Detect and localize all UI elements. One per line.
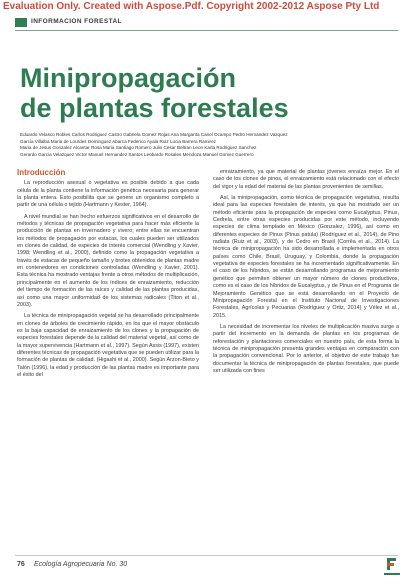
title-line-1: Minipropagación [20,63,236,93]
body-paragraph: La técnica de minipropagación vegetal se ha desarrollado principalmente en clones de árboles de crecimiento rápido, en los que el mayor obstáculo es la baja capacidad de enraizamiento de los clones y la propagación de especies forestales depende de la calidad del material vegetal, así como de la mayor supervivencia (Hartmann et al., 1997). Según Assis (1997), existen diferentes técnicas de propagación vegetativa que se pueden utilizar para la formación de plantas de calidad. (Higashi et al., 2000). Según Arzon-Bieto y Talón (1996), la edad y producción de las plantas madre es importante para el éxito del [17,313,199,378]
author-line: Maria de Jesus Gonzalez Alcantar Rosa Maria Santiago Romero Julio Cesar Beltran Leon Karla Rodriguez Sanchez [20,145,257,151]
author-line: Gerardo Garcia Velazquez Victor Manuel Hernandez Santos Leobardo Rosales Mendoza Manuel Gomez Guerrero [20,151,254,157]
body-paragraph: enraizamiento, ya que material de plantas jóvenes enraíza mejor. En el caso de los clones de pinos, el enraizamiento está relacionado con el efecto del vigor y la edad del material de las plantas provenientes de semillas. [213,169,399,190]
section-divider [15,30,398,31]
body-paragraph: A nivel mundial se han hecho esfuerzos significativos en el desarrollo de métodos y técnicas de propagación vegetativa para hacer más eficiente la producción de plantas en invernadero y vivero; entre ellas se encuentran los métodos de propagación por estacas, los cuales pueden ser utilizados en clones de calidad, de especies de interés comercial (Wendling y Xavier, 1998; Wendling et al., 2000), definido como la propagación vegetativa a través de estacas de pequeño tamaño y brotes obtenidos de plantas madre en contenedores en condiciones controladas (Wendling y Xavier, 2001). Esta técnica ha mostrado ventajas frente a otros métodos de multiplicación, principalmente en el aumento de los índices de enraizamiento, reducción del tiempo de formación de las raíces y calidad de las plantas producidas, así como una mayor uniformidad de los sistemas radicales (Titon et al., 2003). [17,213,199,308]
footer-divider [15,555,398,556]
article-title [20,63,400,123]
body-paragraph: La reproducción asexual o vegetativa es posible debido a que cada célula de la planta contiene la información genética necesaria para generar la planta entera. Esto posibilita que se genere un organismo completo a partir de una célula o tejido (Hartmann y Kester, 1964). [17,180,199,209]
section-label: INFORMACION FORESTAL [31,18,122,25]
author-line: Garcia Villalba Maria de Lourdes Dominguez Abarca Federico Ayala Ruiz Lucia Barrera Ramirez [20,138,216,144]
author-line: Eduardo Velasco Robles Carlos Rodriguez Castro Gabriela Gomez Rojas Ana Margarita Canel Ocampo Pedro Hernandez Vazquez [20,132,288,137]
evaluation-watermark: Evaluation Only. Created with Aspose.Pdf. Copyright 2002-2012 Aspose Pty Ltd [3,1,380,12]
left-column [17,169,199,383]
body-paragraph: La necesidad de incrementar los niveles de multiplicación masiva surge a partir del incremento en la demanda de plantas en los programas de reforestación y plantaciones comerciales en nuestro país, de esta forma la técnica de minipropagación presenta grandes ventajas en comparación con la propagación convencional. Por lo anterior, el objetivo de este trabajo fue documentar la técnica de minipropagación de plantas forestales, que puede ser utilizada con fines [213,323,399,374]
section-color-bar [15,18,27,27]
page-number: 76 [17,561,25,568]
body-paragraph: Así, la minipropagación, como técnica de propagación vegetativa, resulta ideal para las especies forestales de interés, ya que ha mostrado ser un método eficiente para la propagación de especies como Eucalyptus, Pinus, Cedrela, entre otras especies producidas por este método, incluyendo especies de clima templado en México (Gonzalez, 1996), así como en diferentes especies de Pinus (Pinus patula) (Rodríguez et al., 2014), de Pino radiata (Ruiz et al., 2003), y de Cedro en Brasil (Corrêa et al., 2014). La técnica de minipropagación ha sido desarrollada e implementada en otros países como Chile, Brasil, Uruguay, y Colombia, donde la propagación vegetativa de especies forestales se ha incrementado significativamente. En el caso de los híbridos, se están desarrollando programas de mejoramiento genético que permiten obtener un mayor número de clones productivos, como es el caso de los híbridos de Eucalyptus, y de Pinus en el Programa de Mejoramiento Genético que se está desarrollando en el Proyecto de Minipropagación Forestal en el Instituto Nacional de Investigaciones Forestales, Agrícolas y Pecuarias (Rodríguez y Ortiz, 2014) y Vélez et al., 2015. [213,195,399,319]
journal-name: Ecología Agropecuaria No. 30 [34,561,128,568]
title-line-2: de plantas forestales [20,93,289,123]
publisher-logo-icon [382,556,402,578]
author-list [20,132,396,158]
section-heading-introduccion: Introducción [17,168,66,177]
right-column [213,169,399,379]
